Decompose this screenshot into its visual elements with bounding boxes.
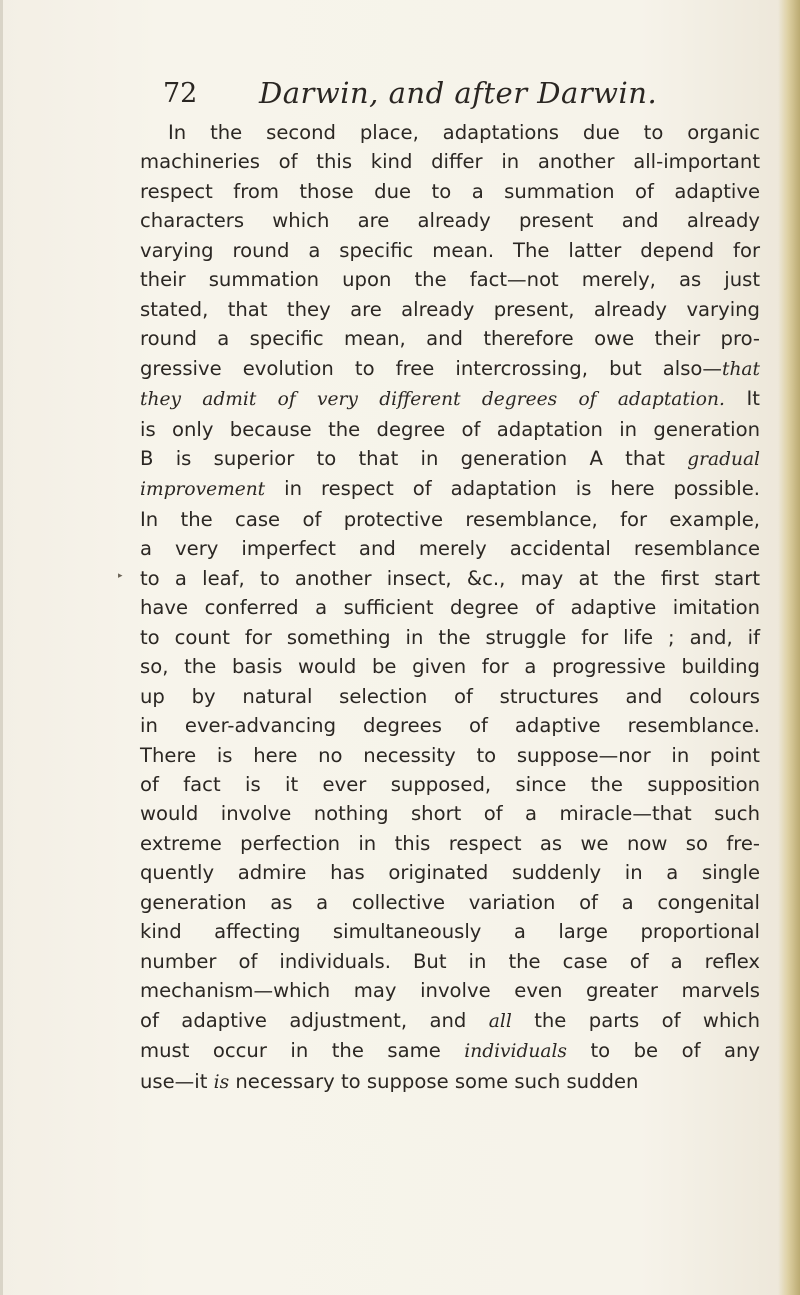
- text-line: [140, 652, 760, 681]
- text-run: so, the basis would be given for a progressive building: [140, 655, 760, 679]
- text-run: a very imperfect and merely accidental resemblance: [140, 537, 760, 561]
- text-line: [140, 623, 760, 652]
- italic-text: gradual: [687, 448, 760, 470]
- text-run: must occur in the same: [140, 1039, 465, 1063]
- text-line: [140, 177, 760, 206]
- text-run: quently admire has originated suddenly in a single: [140, 861, 760, 885]
- text-line: [140, 888, 760, 917]
- text-line: [140, 1036, 760, 1066]
- text-line: [140, 947, 760, 976]
- text-run: extreme perfection in this respect as we now so fre-: [140, 831, 760, 855]
- text-run: in respect of adaptation is here possible.: [265, 477, 760, 501]
- italic-text: they admit of very different degrees of adaptation.: [140, 389, 725, 411]
- text-line: [140, 1006, 760, 1036]
- text-run: machineries of this kind differ in another all-important: [140, 150, 760, 174]
- margin-mark: ▸: [118, 571, 123, 581]
- italic-text: that: [721, 358, 760, 380]
- text-line: [140, 354, 760, 384]
- text-run: generation as a collective variation of a congenital: [140, 890, 760, 914]
- text-line: [140, 711, 760, 740]
- text-run: B is superior to that in generation A that: [140, 446, 688, 470]
- text-run: kind affecting simultaneously a large proportional: [140, 920, 760, 944]
- text-line: [140, 236, 760, 265]
- running-title: Darwin, and after Darwin.: [259, 76, 658, 110]
- text-line: [140, 324, 760, 353]
- text-run: respect from those due to a summation of adaptive: [140, 179, 760, 203]
- text-line: [140, 917, 760, 946]
- text-run: to a leaf, to another insect, &c., may at the first start: [140, 566, 760, 590]
- text-run: the parts of which: [511, 1008, 760, 1032]
- text-line: [140, 295, 760, 324]
- text-run: of adaptive adjustment, and: [140, 1008, 489, 1032]
- text-line: [140, 147, 760, 176]
- page-number: 72: [163, 78, 198, 109]
- text-run: gressive evolution to free intercrossing, but also—: [140, 356, 722, 380]
- text-run: characters which are already present and already: [140, 209, 760, 233]
- text-run: their summation upon the fact—not merely, as just: [140, 268, 760, 292]
- text-run: in ever-advancing degrees of adaptive resemblance.: [140, 714, 760, 738]
- text-line: [140, 829, 760, 858]
- text-line: [140, 741, 760, 770]
- text-run: up by natural selection of structures and colours: [140, 684, 760, 708]
- text-run: In the second place, adaptations due to organic: [168, 121, 760, 144]
- italic-text: is: [213, 1071, 230, 1093]
- text-line: [140, 858, 760, 887]
- text-run: stated, that they are already present, already varying: [140, 297, 760, 321]
- text-run: would involve nothing short of a miracle—that such: [140, 802, 760, 826]
- text-run: to count for something in the struggle for life ; and, if: [140, 625, 760, 649]
- text-line: [140, 206, 760, 235]
- text-line: [140, 415, 760, 444]
- text-line: [140, 593, 760, 622]
- text-run: There is here no necessity to suppose—nor in point: [140, 743, 760, 767]
- text-run: In the case of protective resemblance, for example,: [140, 507, 760, 531]
- text-run: of fact is it ever supposed, since the supposition: [140, 772, 760, 796]
- text-line: [140, 474, 760, 504]
- italic-text: all: [488, 1010, 512, 1032]
- text-run: varying round a specific mean. The latter depend for: [140, 238, 760, 262]
- text-run: mechanism—which may involve even greater marvels: [140, 979, 760, 1003]
- text-line: [140, 1067, 760, 1097]
- text-line: [140, 444, 760, 474]
- body-paragraph: [140, 118, 760, 1097]
- text-line: [140, 118, 760, 147]
- text-line: [140, 384, 760, 414]
- text-line: [140, 564, 760, 593]
- italic-text: improvement: [140, 479, 266, 501]
- text-run: It: [724, 387, 760, 411]
- italic-text: individuals: [464, 1041, 567, 1063]
- text-line: [140, 505, 760, 534]
- text-run: number of individuals. But in the case of a reflex: [140, 949, 760, 973]
- text-run: necessary to suppose some such sudden: [229, 1069, 639, 1093]
- text-line: [140, 799, 760, 828]
- page-right-edge-discoloration: [778, 0, 800, 1295]
- page-header: [163, 78, 763, 118]
- text-line: [140, 682, 760, 711]
- text-run: have conferred a sufficient degree of adaptive imitation: [140, 596, 760, 620]
- text-run: use—it: [140, 1069, 214, 1093]
- page-left-edge: [0, 0, 3, 1295]
- text-line: [140, 534, 760, 563]
- text-line: [140, 976, 760, 1005]
- text-line: [140, 770, 760, 799]
- text-line: [140, 265, 760, 294]
- text-run: to be of any: [566, 1039, 761, 1063]
- text-run: is only because the degree of adaptation in generation: [140, 417, 760, 441]
- text-run: round a specific mean, and therefore owe their pro-: [140, 327, 760, 351]
